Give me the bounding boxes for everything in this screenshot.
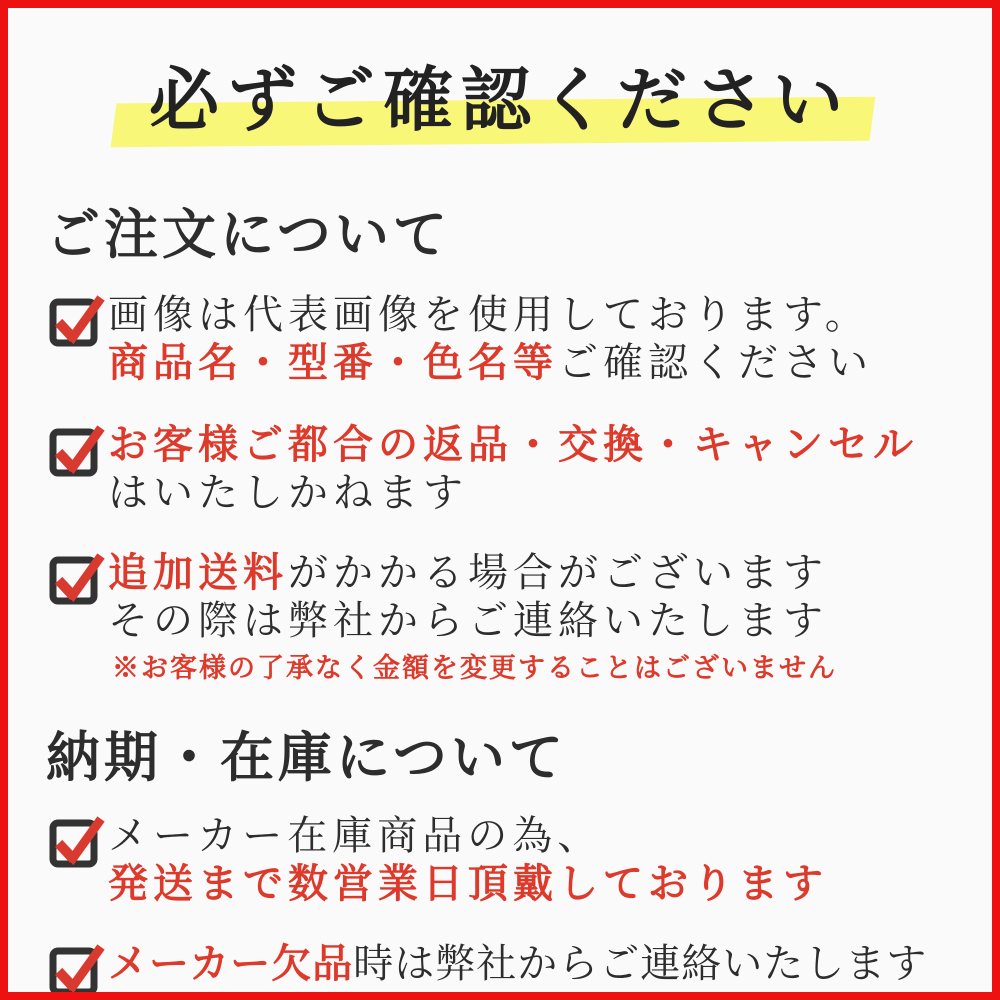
item-line: がかかる場合がございます <box>288 550 828 596</box>
item-line-emphasis: 追加送料 <box>108 549 288 596</box>
item-text <box>108 940 927 988</box>
item-line-emphasis: 商品名・型番・色名等 <box>108 339 558 386</box>
item-text <box>108 421 918 517</box>
list-item <box>8 549 992 685</box>
list-item <box>8 291 992 387</box>
item-text <box>108 549 837 685</box>
page-title-block <box>8 50 992 150</box>
item-text <box>108 812 828 908</box>
checkbox-checked-icon <box>48 940 106 998</box>
item-line: メーカー在庫商品の為、 <box>108 813 603 860</box>
list-item <box>8 812 992 908</box>
item-line: ご確認ください <box>558 340 873 386</box>
section-heading-order: ご注文について <box>46 202 451 266</box>
checkbox-checked-icon <box>48 812 106 870</box>
list-item <box>8 940 992 998</box>
item-line-emphasis: メーカー欠品 <box>108 940 354 988</box>
item-line: 画像は代表画像を使用しております。 <box>108 292 870 338</box>
item-line: その際は弊社からご連絡いたします <box>108 598 828 644</box>
item-line-emphasis: お客様ご都合の返品・交換・キャンセル <box>108 421 918 468</box>
item-text <box>108 291 873 387</box>
item-line-emphasis: 発送まで数営業日頂戴しております <box>108 860 828 908</box>
item-line: 時は弊社からご連絡いたします <box>353 941 928 988</box>
item-line: はいたしかねます <box>108 470 468 516</box>
page-title: 必ずご確認ください <box>149 58 851 141</box>
item-footnote: ※お客様の了承なく金額を変更することはございません <box>112 653 837 684</box>
list-item <box>8 421 992 517</box>
checkbox-checked-icon <box>48 421 106 479</box>
section-heading-delivery-stock: 納期・在庫について <box>46 725 567 790</box>
checkbox-checked-icon <box>48 549 106 607</box>
checkbox-checked-icon <box>48 291 106 349</box>
